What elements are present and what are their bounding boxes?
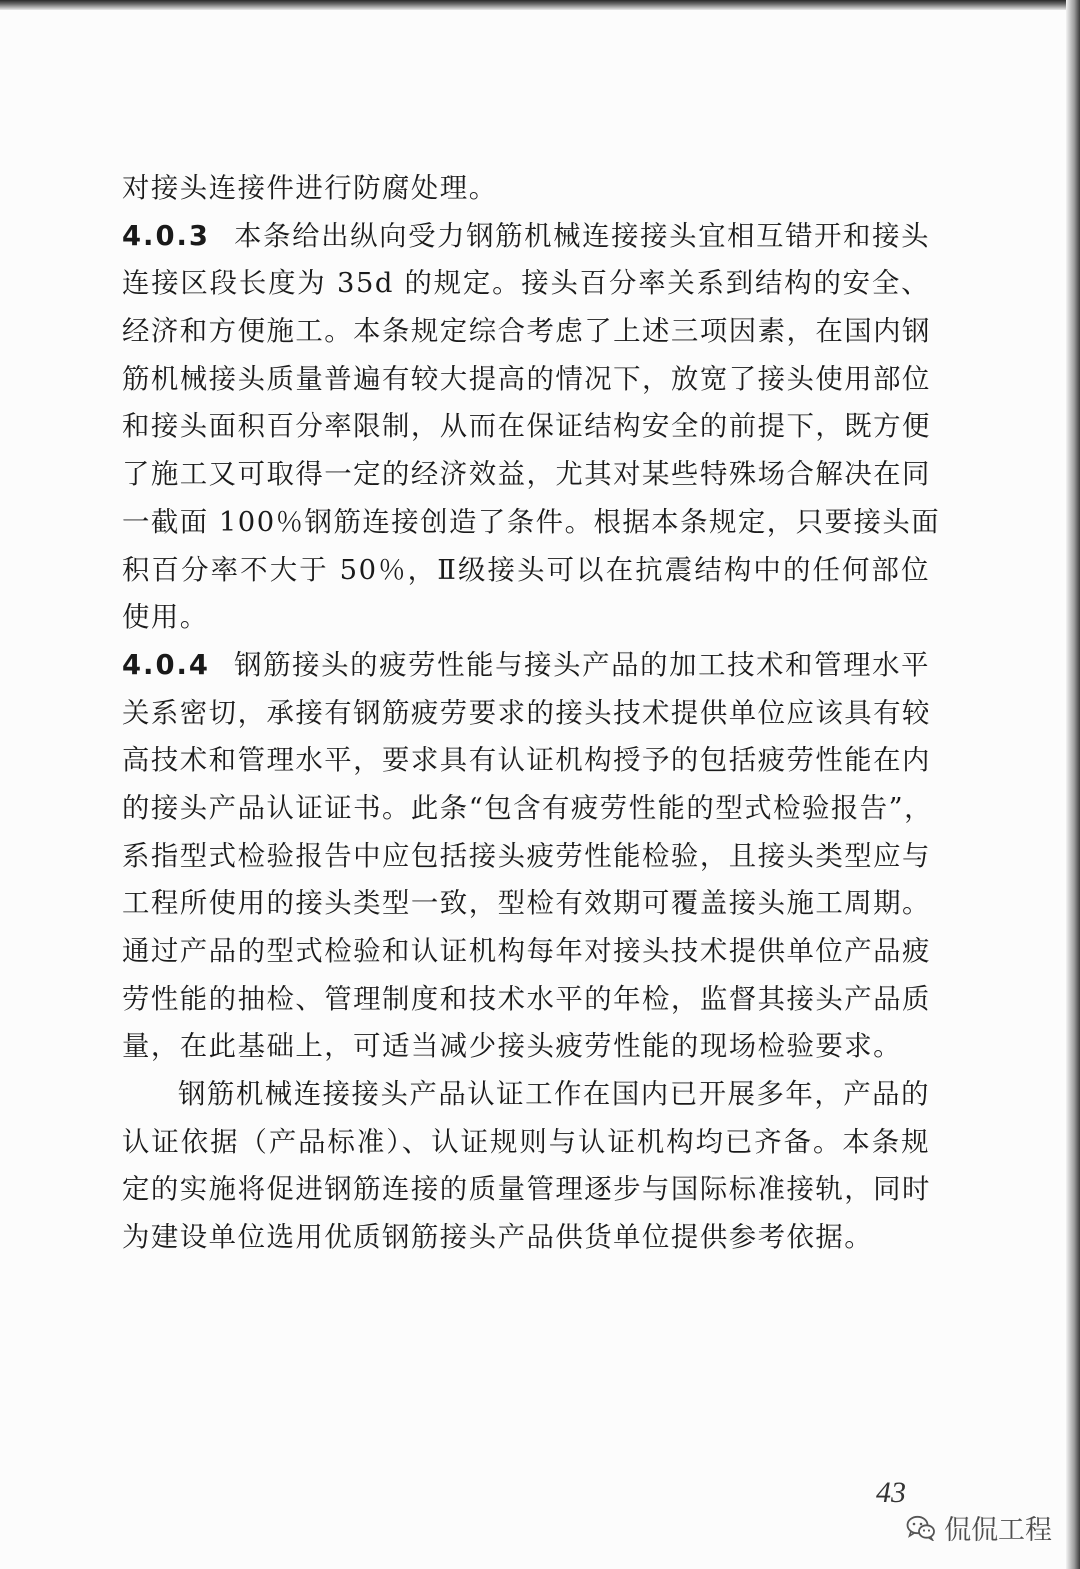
text-line: [122, 642, 930, 690]
text-line: [122, 1119, 930, 1167]
text-line: [122, 1166, 930, 1214]
text-line-content: 本条给出纵向受力钢筋机械连接接头宜相互错开和接头: [234, 220, 930, 252]
text-line: [122, 928, 930, 976]
text-line: [122, 260, 930, 308]
text-line: [122, 356, 930, 404]
text-line-content: 系指型式检验报告中应包括接头疲劳性能检验，且接头类型应与: [122, 840, 931, 872]
body-text: [122, 165, 941, 1262]
text-line-content: 对接头连接件进行防腐处理。: [122, 173, 498, 204]
text-line-content: 积百分率不大于 50％，Ⅱ级接头可以在抗震结构中的任何部位: [122, 554, 930, 586]
text-line-content: 连接区段长度为 35d 的规定。接头百分率关系到结构的安全、: [122, 268, 930, 300]
text-line: [122, 451, 930, 499]
text-line-content: 钢筋机械连接接头产品认证工作在国内已开展多年，产品的: [178, 1079, 930, 1111]
text-line: [122, 1071, 930, 1119]
text-line-content: 钢筋接头的疲劳性能与接头产品的加工技术和管理水平: [234, 649, 930, 681]
text-line-content: 经济和方便施工。本条规定综合考虑了上述三项因素，在国内钢: [122, 316, 931, 348]
text-line: [122, 403, 930, 451]
text-line-content: 通过产品的型式检验和认证机构每年对接头技术提供单位产品疲: [122, 936, 931, 967]
text-line-content: 一截面 100％钢筋连接创造了条件。根据本条规定，只要接头面: [122, 506, 941, 538]
text-line: [122, 308, 930, 356]
text-line-content: 的接头产品认证证书。此条“包含有疲劳性能的型式检验报告”，: [122, 792, 934, 824]
text-line-content: 认证依据（产品标准）、认证规则与认证机构均已齐备。本条规: [122, 1126, 930, 1158]
text-line-content: 为建设单位选用优质钢筋接头产品供货单位提供参考依据。: [122, 1222, 874, 1254]
text-line-content: 和接头面积百分率限制，从而在保证结构安全的前提下，既方便: [122, 411, 931, 443]
text-line: [122, 737, 930, 785]
wechat-icon: [906, 1515, 936, 1541]
text-line-content: 定的实施将促进钢筋连接的质量管理逐步与国际标准接轨，同时: [122, 1174, 931, 1206]
page-number: 43: [876, 1476, 906, 1509]
text-line: [122, 976, 930, 1024]
text-line-content: 高技术和管理水平，要求具有认证机构授予的包括疲劳性能在内: [122, 745, 931, 777]
watermark-text: 侃侃工程: [944, 1515, 1052, 1546]
text-line: [122, 499, 941, 547]
text-line-content: 了施工又可取得一定的经济效益，尤其对某些特殊场合解决在同: [122, 459, 931, 491]
text-line-content: 劳性能的抽检、管理制度和技术水平的年检，监督其接头产品质: [122, 983, 931, 1015]
text-line: [122, 833, 930, 881]
text-line: [122, 165, 930, 213]
text-line: [122, 213, 930, 261]
text-line: [122, 1023, 930, 1071]
scan-edge-right: [1066, 0, 1080, 1569]
text-line-content: 工程所使用的接头类型一致，型检有效期可覆盖接头施工周期。: [122, 888, 931, 920]
scan-edge-top: [0, 0, 1080, 10]
text-line-content: 量，在此基础上，可适当减少接头疲劳性能的现场检验要求。: [122, 1031, 903, 1063]
text-line: [122, 880, 930, 928]
clause-number: 4.0.3: [122, 220, 210, 252]
text-line-content: 筋机械接头质量普遍有较大提高的情况下，放宽了接头使用部位: [122, 363, 931, 395]
text-line-content: 使用。: [122, 602, 209, 634]
text-line: [122, 547, 930, 595]
text-line: [122, 594, 930, 642]
text-line: [122, 785, 934, 833]
watermark: [906, 1508, 1052, 1547]
text-line: [122, 690, 930, 738]
clause-number: 4.0.4: [122, 649, 210, 681]
text-line: [122, 1214, 930, 1262]
text-line-content: 关系密切，承接有钢筋疲劳要求的接头技术提供单位应该具有较: [122, 697, 931, 729]
